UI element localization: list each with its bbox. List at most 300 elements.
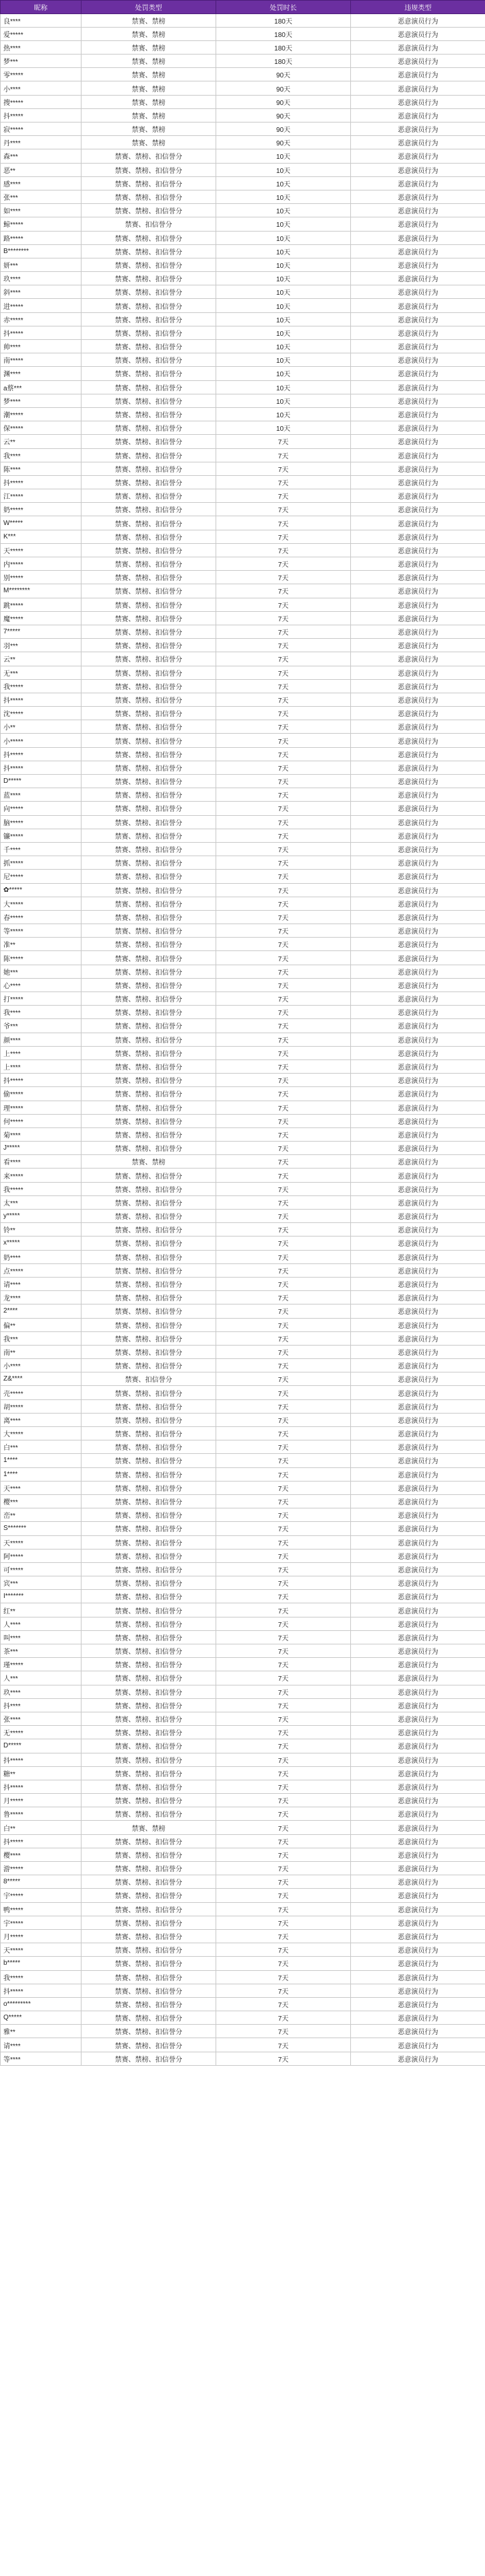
cell-violation-type: 恶意演员行为 bbox=[351, 13, 485, 27]
cell-violation-type: 恶意演员行为 bbox=[351, 1210, 485, 1223]
cell-violation-type: 恶意演员行为 bbox=[351, 299, 485, 312]
cell-nickname: 樱*** bbox=[1, 1494, 82, 1508]
cell-punishment-duration: 7天 bbox=[216, 475, 351, 489]
cell-nickname: 偏** bbox=[1, 1318, 82, 1331]
cell-nickname: 零***** bbox=[1, 68, 82, 81]
cell-punishment-duration: 7天 bbox=[216, 1753, 351, 1766]
cell-punishment-duration: 7天 bbox=[216, 1807, 351, 1821]
cell-punishment-duration: 7天 bbox=[216, 1467, 351, 1481]
cell-punishment-duration: 7天 bbox=[216, 1345, 351, 1358]
table-row bbox=[1, 27, 485, 40]
table-row bbox=[1, 1046, 485, 1059]
cell-nickname: 壳***** bbox=[1, 1386, 82, 1399]
cell-nickname: 无***** bbox=[1, 1726, 82, 1739]
table-row bbox=[1, 448, 485, 462]
table-row bbox=[1, 1114, 485, 1127]
cell-punishment-duration: 7天 bbox=[216, 1304, 351, 1318]
cell-punishment-type: 禁赛、禁榜 bbox=[82, 55, 216, 68]
cell-punishment-type: 禁赛、禁榜、扣信誉分 bbox=[82, 938, 216, 951]
cell-punishment-duration: 90天 bbox=[216, 108, 351, 122]
cell-violation-type: 恶意演员行为 bbox=[351, 1345, 485, 1358]
cell-punishment-duration: 7天 bbox=[216, 557, 351, 571]
cell-punishment-duration: 7天 bbox=[216, 978, 351, 991]
cell-punishment-duration: 7天 bbox=[216, 788, 351, 802]
cell-punishment-duration: 7天 bbox=[216, 951, 351, 965]
cell-punishment-duration: 7天 bbox=[216, 1916, 351, 1929]
cell-punishment-type: 禁赛、禁榜、扣信誉分 bbox=[82, 1087, 216, 1101]
cell-punishment-duration: 7天 bbox=[216, 965, 351, 978]
cell-nickname: 热**** bbox=[1, 40, 82, 54]
cell-punishment-duration: 7天 bbox=[216, 842, 351, 856]
table-row bbox=[1, 1753, 485, 1766]
cell-nickname: 内***** bbox=[1, 557, 82, 571]
table-row bbox=[1, 13, 485, 27]
cell-violation-type: 恶意演员行为 bbox=[351, 625, 485, 638]
table-row bbox=[1, 1467, 485, 1481]
table-row bbox=[1, 1875, 485, 1889]
cell-punishment-type: 禁赛、禁榜、扣信誉分 bbox=[82, 1331, 216, 1345]
table-row bbox=[1, 258, 485, 271]
cell-punishment-duration: 7天 bbox=[216, 1101, 351, 1114]
cell-nickname: 抖***** bbox=[1, 1834, 82, 1848]
cell-nickname: B******** bbox=[1, 244, 82, 258]
cell-punishment-type: 禁赛、禁榜、扣信誉分 bbox=[82, 870, 216, 883]
cell-punishment-duration: 7天 bbox=[216, 1630, 351, 1644]
cell-violation-type: 恶意演员行为 bbox=[351, 1195, 485, 1209]
cell-punishment-duration: 7天 bbox=[216, 1562, 351, 1576]
cell-punishment-type: 禁赛、禁榜、扣信誉分 bbox=[82, 1562, 216, 1576]
table-row bbox=[1, 815, 485, 829]
cell-punishment-type: 禁赛、禁榜、扣信誉分 bbox=[82, 1834, 216, 1848]
cell-violation-type: 恶意演员行为 bbox=[351, 1142, 485, 1155]
cell-violation-type: 恶意演员行为 bbox=[351, 1127, 485, 1141]
cell-punishment-type: 禁赛、禁榜、扣信誉分 bbox=[82, 625, 216, 638]
cell-nickname: 茶*** bbox=[1, 1644, 82, 1658]
cell-punishment-type: 禁赛、禁榜 bbox=[82, 68, 216, 81]
cell-punishment-type: 禁赛、禁榜、扣信誉分 bbox=[82, 1101, 216, 1114]
cell-punishment-duration: 7天 bbox=[216, 2025, 351, 2038]
cell-punishment-type: 禁赛、禁榜、扣信誉分 bbox=[82, 788, 216, 802]
cell-violation-type: 恶意演员行为 bbox=[351, 435, 485, 448]
cell-punishment-duration: 7天 bbox=[216, 1427, 351, 1440]
cell-punishment-type: 禁赛、禁榜、扣信誉分 bbox=[82, 1644, 216, 1658]
cell-punishment-type: 禁赛、扣信誉分 bbox=[82, 1372, 216, 1386]
table-row bbox=[1, 1726, 485, 1739]
cell-punishment-type: 禁赛、禁榜、扣信誉分 bbox=[82, 1006, 216, 1019]
table-row bbox=[1, 1562, 485, 1576]
cell-violation-type: 恶意演员行为 bbox=[351, 856, 485, 870]
table-row bbox=[1, 1617, 485, 1630]
cell-violation-type: 恶意演员行为 bbox=[351, 1494, 485, 1508]
cell-violation-type: 恶意演员行为 bbox=[351, 2025, 485, 2038]
table-row bbox=[1, 1427, 485, 1440]
cell-punishment-duration: 7天 bbox=[216, 747, 351, 761]
table-row bbox=[1, 883, 485, 897]
cell-punishment-duration: 10天 bbox=[216, 176, 351, 190]
cell-punishment-duration: 10天 bbox=[216, 299, 351, 312]
cell-punishment-duration: 10天 bbox=[216, 204, 351, 217]
cell-nickname: 张**** bbox=[1, 1712, 82, 1725]
cell-violation-type: 恶意演员行为 bbox=[351, 108, 485, 122]
cell-punishment-type: 禁赛、禁榜、扣信誉分 bbox=[82, 1590, 216, 1603]
cell-punishment-type: 禁赛、禁榜、扣信誉分 bbox=[82, 1671, 216, 1685]
cell-nickname: 雅** bbox=[1, 2025, 82, 2038]
cell-nickname: 陈***** bbox=[1, 951, 82, 965]
cell-punishment-duration: 7天 bbox=[216, 1114, 351, 1127]
table-row bbox=[1, 217, 485, 231]
cell-punishment-duration: 7天 bbox=[216, 1549, 351, 1562]
cell-punishment-type: 禁赛、禁榜、扣信誉分 bbox=[82, 1454, 216, 1467]
cell-punishment-type: 禁赛、禁榜、扣信誉分 bbox=[82, 2011, 216, 2025]
cell-punishment-type: 禁赛、禁榜、扣信誉分 bbox=[82, 1033, 216, 1046]
cell-violation-type: 恶意演员行为 bbox=[351, 68, 485, 81]
cell-nickname: 羽*** bbox=[1, 639, 82, 652]
cell-violation-type: 恶意演员行为 bbox=[351, 1331, 485, 1345]
table-row bbox=[1, 1644, 485, 1658]
cell-punishment-type: 禁赛、禁榜、扣信誉分 bbox=[82, 802, 216, 815]
cell-punishment-type: 禁赛、禁榜、扣信誉分 bbox=[82, 747, 216, 761]
cell-punishment-duration: 7天 bbox=[216, 829, 351, 842]
cell-punishment-type: 禁赛、禁榜、扣信誉分 bbox=[82, 1345, 216, 1358]
cell-nickname: J***** bbox=[1, 1142, 82, 1155]
table-row bbox=[1, 775, 485, 788]
table-row bbox=[1, 40, 485, 54]
cell-nickname: 森*** bbox=[1, 149, 82, 163]
cell-punishment-duration: 7天 bbox=[216, 1644, 351, 1658]
cell-punishment-type: 禁赛、禁榜、扣信誉分 bbox=[82, 299, 216, 312]
cell-punishment-type: 禁赛、禁榜、扣信誉分 bbox=[82, 407, 216, 421]
cell-punishment-duration: 7天 bbox=[216, 1780, 351, 1793]
cell-violation-type: 恶意演员行为 bbox=[351, 598, 485, 611]
cell-punishment-duration: 7天 bbox=[216, 1413, 351, 1426]
cell-punishment-duration: 7天 bbox=[216, 652, 351, 666]
cell-violation-type: 恶意演员行为 bbox=[351, 924, 485, 938]
cell-violation-type: 恶意演员行为 bbox=[351, 190, 485, 203]
table-row bbox=[1, 1916, 485, 1929]
table-row bbox=[1, 367, 485, 380]
cell-violation-type: 恶意演员行为 bbox=[351, 462, 485, 475]
cell-punishment-type: 禁赛、禁榜、扣信誉分 bbox=[82, 584, 216, 598]
cell-punishment-type: 禁赛、禁榜、扣信誉分 bbox=[82, 1916, 216, 1929]
cell-punishment-type: 禁赛、禁榜、扣信誉分 bbox=[82, 380, 216, 394]
cell-punishment-duration: 7天 bbox=[216, 611, 351, 625]
cell-punishment-type: 禁赛、禁榜、扣信誉分 bbox=[82, 1848, 216, 1861]
cell-violation-type: 恶意演员行为 bbox=[351, 543, 485, 557]
cell-violation-type: 恶意演员行为 bbox=[351, 1957, 485, 1970]
cell-punishment-type: 禁赛、禁榜、扣信誉分 bbox=[82, 951, 216, 965]
cell-violation-type: 恶意演员行为 bbox=[351, 992, 485, 1006]
cell-nickname: 偷***** bbox=[1, 1087, 82, 1101]
cell-punishment-duration: 10天 bbox=[216, 244, 351, 258]
cell-punishment-duration: 7天 bbox=[216, 1794, 351, 1807]
table-row bbox=[1, 1182, 485, 1195]
table-row bbox=[1, 788, 485, 802]
cell-violation-type: 恶意演员行为 bbox=[351, 1454, 485, 1467]
cell-punishment-type: 禁赛、禁榜、扣信誉分 bbox=[82, 1127, 216, 1141]
table-row bbox=[1, 1074, 485, 1087]
cell-violation-type: 恶意演员行为 bbox=[351, 1671, 485, 1685]
cell-punishment-type: 禁赛、禁榜、扣信誉分 bbox=[82, 1997, 216, 2011]
cell-violation-type: 恶意演员行为 bbox=[351, 326, 485, 339]
cell-punishment-duration: 7天 bbox=[216, 883, 351, 897]
cell-violation-type: 恶意演员行为 bbox=[351, 2052, 485, 2065]
cell-nickname: b***** bbox=[1, 1957, 82, 1970]
cell-violation-type: 恶意演员行为 bbox=[351, 1794, 485, 1807]
cell-punishment-duration: 7天 bbox=[216, 1494, 351, 1508]
cell-nickname: 良**** bbox=[1, 13, 82, 27]
table-row bbox=[1, 1834, 485, 1848]
table-row bbox=[1, 1821, 485, 1834]
table-row bbox=[1, 244, 485, 258]
table-row bbox=[1, 1413, 485, 1426]
cell-nickname: ✿***** bbox=[1, 883, 82, 897]
header-punishment-type: 处罚类型 bbox=[82, 1, 216, 14]
cell-punishment-duration: 90天 bbox=[216, 123, 351, 136]
cell-punishment-duration: 7天 bbox=[216, 2052, 351, 2065]
cell-punishment-type: 禁赛、禁榜 bbox=[82, 136, 216, 149]
table-row bbox=[1, 462, 485, 475]
cell-violation-type: 恶意演员行为 bbox=[351, 761, 485, 774]
cell-violation-type: 恶意演员行为 bbox=[351, 1359, 485, 1372]
cell-punishment-duration: 7天 bbox=[216, 1127, 351, 1141]
cell-violation-type: 恶意演员行为 bbox=[351, 1929, 485, 1943]
table-row bbox=[1, 421, 485, 435]
table-row bbox=[1, 1848, 485, 1861]
cell-nickname: 人*** bbox=[1, 1671, 82, 1685]
cell-violation-type: 恶意演员行为 bbox=[351, 475, 485, 489]
cell-punishment-type: 禁赛、禁榜、扣信誉分 bbox=[82, 1794, 216, 1807]
cell-punishment-type: 禁赛、禁榜、扣信誉分 bbox=[82, 1399, 216, 1413]
table-row bbox=[1, 231, 485, 244]
cell-punishment-type: 禁赛、禁榜、扣信誉分 bbox=[82, 829, 216, 842]
cell-punishment-type: 禁赛、禁榜、扣信誉分 bbox=[82, 1549, 216, 1562]
table-row bbox=[1, 1087, 485, 1101]
cell-violation-type: 恶意演员行为 bbox=[351, 285, 485, 299]
cell-punishment-duration: 10天 bbox=[216, 258, 351, 271]
cell-punishment-duration: 7天 bbox=[216, 1698, 351, 1712]
cell-nickname: 云** bbox=[1, 435, 82, 448]
cell-nickname: 天***** bbox=[1, 1943, 82, 1957]
cell-punishment-duration: 7天 bbox=[216, 1033, 351, 1046]
cell-punishment-type: 禁赛、禁榜、扣信誉分 bbox=[82, 1929, 216, 1943]
cell-punishment-type: 禁赛、禁榜、扣信誉分 bbox=[82, 1617, 216, 1630]
cell-punishment-duration: 7天 bbox=[216, 1984, 351, 1997]
cell-nickname: 进***** bbox=[1, 299, 82, 312]
cell-violation-type: 恶意演员行为 bbox=[351, 1250, 485, 1263]
cell-punishment-duration: 7天 bbox=[216, 679, 351, 693]
cell-violation-type: 恶意演员行为 bbox=[351, 421, 485, 435]
table-row bbox=[1, 55, 485, 68]
cell-nickname: 月***** bbox=[1, 1794, 82, 1807]
cell-punishment-duration: 7天 bbox=[216, 1576, 351, 1590]
cell-violation-type: 恶意演员行为 bbox=[351, 55, 485, 68]
cell-punishment-type: 禁赛、禁榜、扣信誉分 bbox=[82, 1237, 216, 1250]
cell-violation-type: 恶意演员行为 bbox=[351, 1059, 485, 1073]
cell-punishment-type: 禁赛、禁榜、扣信誉分 bbox=[82, 1508, 216, 1522]
table-row bbox=[1, 1372, 485, 1386]
cell-punishment-duration: 7天 bbox=[216, 992, 351, 1006]
cell-punishment-duration: 7天 bbox=[216, 571, 351, 584]
cell-punishment-type: 禁赛、禁榜、扣信誉分 bbox=[82, 1019, 216, 1033]
cell-violation-type: 恶意演员行为 bbox=[351, 1658, 485, 1671]
table-row bbox=[1, 842, 485, 856]
cell-nickname: 准** bbox=[1, 938, 82, 951]
cell-nickname: 峦** bbox=[1, 1508, 82, 1522]
cell-violation-type: 恶意演员行为 bbox=[351, 557, 485, 571]
cell-punishment-type: 禁赛、禁榜、扣信誉分 bbox=[82, 557, 216, 571]
cell-punishment-type: 禁赛、禁榜、扣信誉分 bbox=[82, 910, 216, 924]
cell-violation-type: 恶意演员行为 bbox=[351, 883, 485, 897]
cell-punishment-type: 禁赛、禁榜、扣信誉分 bbox=[82, 516, 216, 530]
table-row bbox=[1, 204, 485, 217]
cell-punishment-type: 禁赛、禁榜、扣信誉分 bbox=[82, 1943, 216, 1957]
cell-violation-type: 恶意演员行为 bbox=[351, 734, 485, 747]
table-row bbox=[1, 1929, 485, 1943]
cell-violation-type: 恶意演员行为 bbox=[351, 1033, 485, 1046]
cell-nickname: 铃** bbox=[1, 1223, 82, 1237]
cell-punishment-duration: 7天 bbox=[216, 1481, 351, 1494]
table-row bbox=[1, 1943, 485, 1957]
cell-nickname: 8***** bbox=[1, 1875, 82, 1889]
table-row bbox=[1, 81, 485, 95]
cell-violation-type: 恶意演员行为 bbox=[351, 448, 485, 462]
cell-nickname: 心**** bbox=[1, 978, 82, 991]
cell-nickname: 我***** bbox=[1, 1182, 82, 1195]
table-row bbox=[1, 1590, 485, 1603]
cell-violation-type: 恶意演员行为 bbox=[351, 965, 485, 978]
cell-punishment-duration: 7天 bbox=[216, 1889, 351, 1902]
table-row bbox=[1, 1006, 485, 1019]
table-row bbox=[1, 965, 485, 978]
cell-punishment-duration: 7天 bbox=[216, 1671, 351, 1685]
cell-punishment-type: 禁赛、禁榜、扣信誉分 bbox=[82, 190, 216, 203]
cell-punishment-duration: 10天 bbox=[216, 367, 351, 380]
cell-punishment-duration: 7天 bbox=[216, 598, 351, 611]
cell-punishment-type: 禁赛、禁榜、扣信誉分 bbox=[82, 652, 216, 666]
cell-nickname: 小***** bbox=[1, 734, 82, 747]
cell-punishment-type: 禁赛、禁榜、扣信誉分 bbox=[82, 883, 216, 897]
cell-punishment-type: 禁赛、禁榜、扣信誉分 bbox=[82, 1467, 216, 1481]
cell-punishment-type: 禁赛、禁榜、扣信誉分 bbox=[82, 1984, 216, 1997]
cell-nickname: 尼***** bbox=[1, 870, 82, 883]
cell-punishment-duration: 10天 bbox=[216, 353, 351, 367]
cell-punishment-duration: 7天 bbox=[216, 1237, 351, 1250]
cell-violation-type: 恶意演员行为 bbox=[351, 1821, 485, 1834]
cell-punishment-duration: 10天 bbox=[216, 272, 351, 285]
cell-punishment-duration: 7天 bbox=[216, 1739, 351, 1753]
table-row bbox=[1, 108, 485, 122]
cell-violation-type: 恶意演员行为 bbox=[351, 149, 485, 163]
cell-nickname: 寂***** bbox=[1, 123, 82, 136]
cell-nickname: 别***** bbox=[1, 571, 82, 584]
cell-violation-type: 恶意演员行为 bbox=[351, 1535, 485, 1549]
table-row bbox=[1, 557, 485, 571]
cell-punishment-duration: 7天 bbox=[216, 775, 351, 788]
cell-violation-type: 恶意演员行为 bbox=[351, 1712, 485, 1725]
cell-violation-type: 恶意演员行为 bbox=[351, 1875, 485, 1889]
cell-nickname: x***** bbox=[1, 1237, 82, 1250]
cell-violation-type: 恶意演员行为 bbox=[351, 720, 485, 734]
cell-nickname: 抖***** bbox=[1, 693, 82, 706]
cell-nickname: 帅**** bbox=[1, 340, 82, 353]
table-row bbox=[1, 951, 485, 965]
cell-punishment-type: 禁赛、禁榜、扣信誉分 bbox=[82, 503, 216, 516]
cell-violation-type: 恶意演员行为 bbox=[351, 516, 485, 530]
cell-nickname: 斜**** bbox=[1, 285, 82, 299]
table-row bbox=[1, 312, 485, 326]
cell-violation-type: 恶意演员行为 bbox=[351, 163, 485, 176]
cell-violation-type: 恶意演员行为 bbox=[351, 1753, 485, 1766]
cell-punishment-duration: 7天 bbox=[216, 1169, 351, 1182]
cell-punishment-type: 禁赛、禁榜、扣信誉分 bbox=[82, 1889, 216, 1902]
cell-violation-type: 恶意演员行为 bbox=[351, 1862, 485, 1875]
cell-punishment-duration: 7天 bbox=[216, 1223, 351, 1237]
cell-punishment-type: 禁赛、禁榜、扣信誉分 bbox=[82, 1522, 216, 1535]
cell-punishment-type: 禁赛、禁榜、扣信誉分 bbox=[82, 1535, 216, 1549]
cell-violation-type: 恶意演员行为 bbox=[351, 40, 485, 54]
cell-punishment-duration: 7天 bbox=[216, 1277, 351, 1290]
cell-nickname: 鸭***** bbox=[1, 1902, 82, 1916]
cell-punishment-type: 禁赛、禁榜、扣信誉分 bbox=[82, 897, 216, 910]
cell-nickname: S******* bbox=[1, 1522, 82, 1535]
cell-nickname: 玖**** bbox=[1, 1685, 82, 1698]
table-row bbox=[1, 1535, 485, 1549]
table-row bbox=[1, 149, 485, 163]
cell-nickname: I******* bbox=[1, 1590, 82, 1603]
cell-punishment-type: 禁赛、禁榜 bbox=[82, 40, 216, 54]
cell-punishment-type: 禁赛、禁榜、扣信誉分 bbox=[82, 707, 216, 720]
cell-punishment-duration: 10天 bbox=[216, 285, 351, 299]
cell-punishment-type: 禁赛、禁榜、扣信誉分 bbox=[82, 340, 216, 353]
cell-punishment-type: 禁赛、禁榜、扣信誉分 bbox=[82, 530, 216, 543]
cell-nickname: 龙**** bbox=[1, 1291, 82, 1304]
cell-punishment-type: 禁赛、禁榜、扣信誉分 bbox=[82, 1698, 216, 1712]
cell-nickname: 何***** bbox=[1, 1114, 82, 1127]
cell-nickname: 镰***** bbox=[1, 829, 82, 842]
cell-punishment-duration: 7天 bbox=[216, 1970, 351, 1984]
cell-punishment-type: 禁赛、禁榜、扣信誉分 bbox=[82, 367, 216, 380]
table-row bbox=[1, 1318, 485, 1331]
cell-violation-type: 恶意演员行为 bbox=[351, 584, 485, 598]
table-row bbox=[1, 272, 485, 285]
cell-punishment-duration: 7天 bbox=[216, 1590, 351, 1603]
cell-nickname: 看**** bbox=[1, 1155, 82, 1169]
header-punishment-duration: 处罚时长 bbox=[216, 1, 351, 14]
cell-nickname: 向***** bbox=[1, 802, 82, 815]
cell-punishment-type: 禁赛、禁榜、扣信誉分 bbox=[82, 639, 216, 652]
cell-violation-type: 恶意演员行为 bbox=[351, 639, 485, 652]
cell-punishment-duration: 7天 bbox=[216, 1726, 351, 1739]
cell-punishment-type: 禁赛、禁榜、扣信誉分 bbox=[82, 489, 216, 503]
cell-punishment-type: 禁赛、禁榜、扣信誉分 bbox=[82, 734, 216, 747]
cell-punishment-type: 禁赛、禁榜 bbox=[82, 123, 216, 136]
cell-punishment-type: 禁赛、禁榜、扣信誉分 bbox=[82, 1074, 216, 1087]
table-row bbox=[1, 1630, 485, 1644]
table-row bbox=[1, 747, 485, 761]
cell-punishment-type: 禁赛、禁榜、扣信誉分 bbox=[82, 1875, 216, 1889]
cell-violation-type: 恶意演员行为 bbox=[351, 1169, 485, 1182]
table-row bbox=[1, 1780, 485, 1793]
table-row bbox=[1, 598, 485, 611]
cell-nickname: M******** bbox=[1, 584, 82, 598]
table-row bbox=[1, 978, 485, 991]
cell-punishment-duration: 7天 bbox=[216, 802, 351, 815]
cell-nickname: 我***** bbox=[1, 1970, 82, 1984]
cell-punishment-duration: 7天 bbox=[216, 625, 351, 638]
header-nickname: 昵称 bbox=[1, 1, 82, 14]
cell-punishment-duration: 7天 bbox=[216, 761, 351, 774]
cell-violation-type: 恶意演员行为 bbox=[351, 1889, 485, 1902]
